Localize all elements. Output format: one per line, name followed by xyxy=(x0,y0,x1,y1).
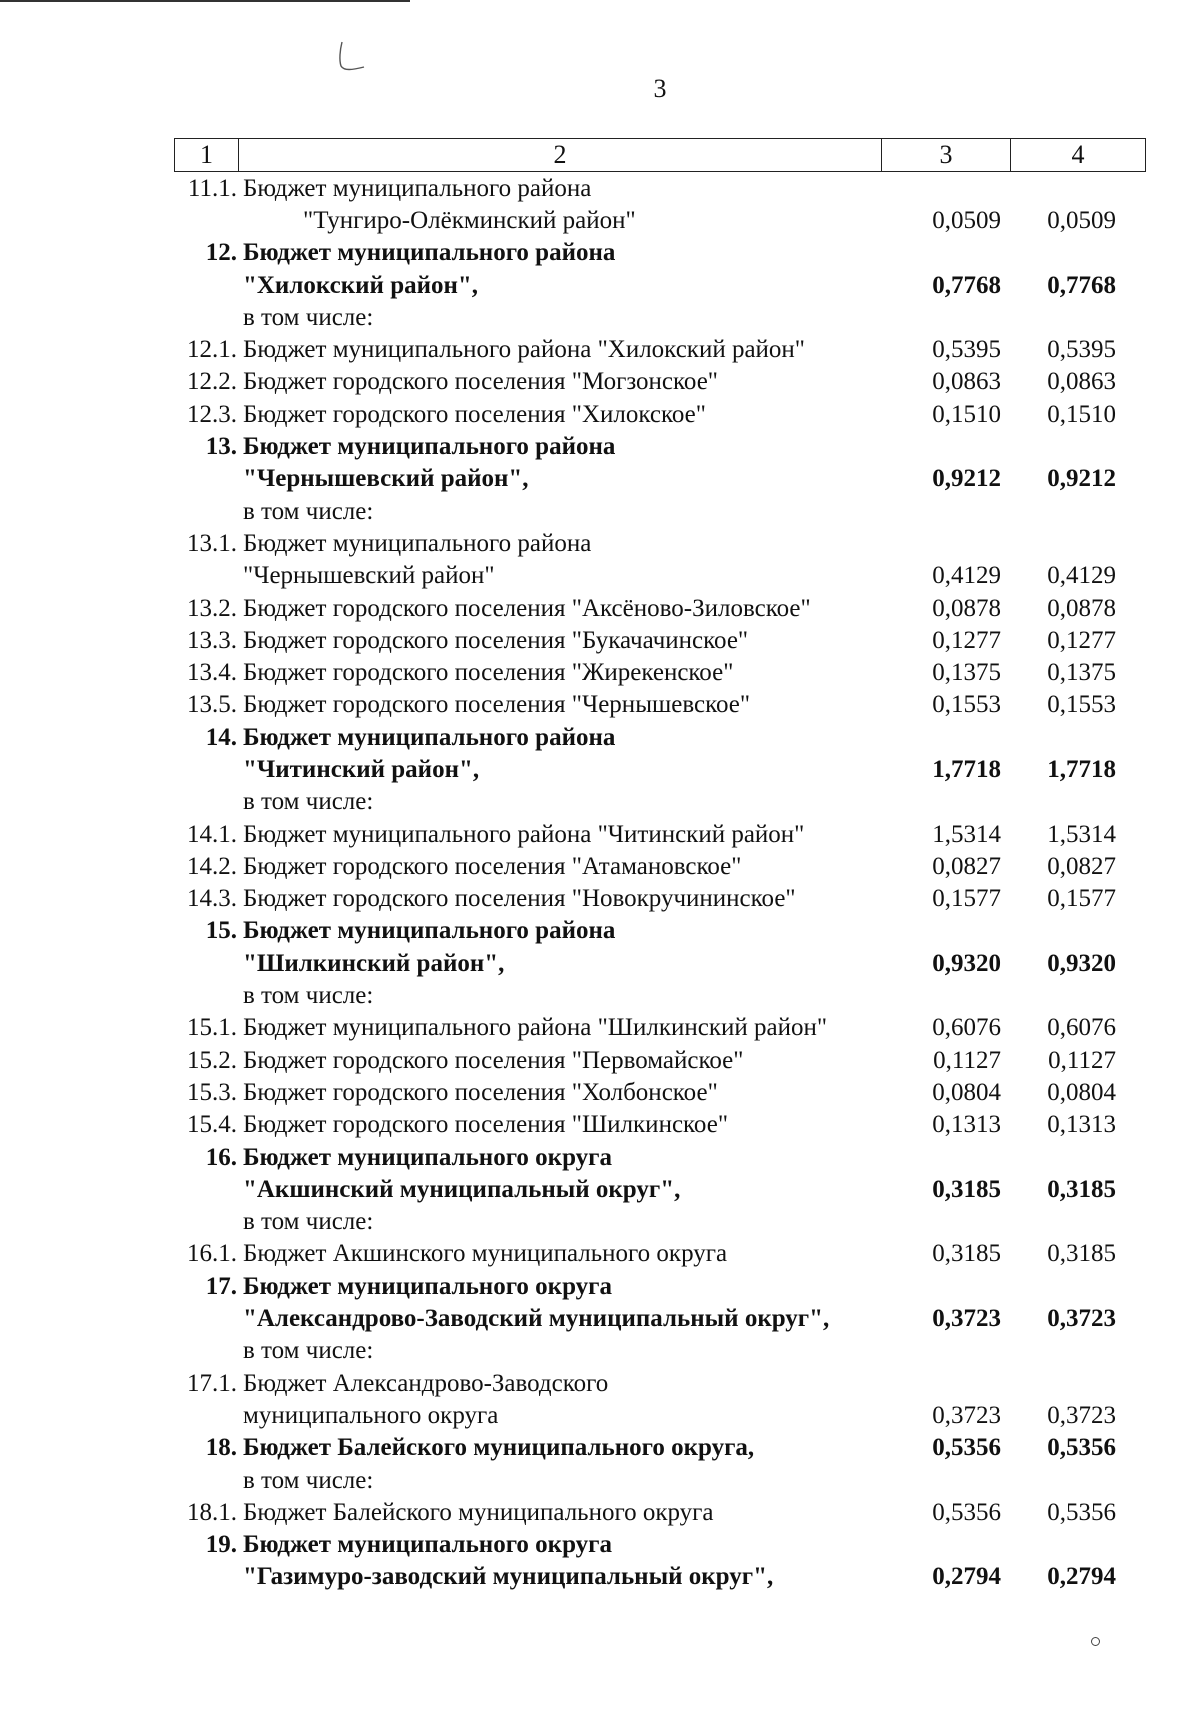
row-value-col3: 0,5356 xyxy=(932,1498,1001,1526)
row-value-col4: 0,5356 xyxy=(1047,1498,1116,1526)
row-value-col4: 0,2794 xyxy=(1047,1563,1116,1591)
row-value-col3: 0,0509 xyxy=(932,206,1001,234)
table-row xyxy=(174,527,1146,559)
table-row xyxy=(174,333,1146,365)
table-row xyxy=(174,1206,1146,1238)
row-description: Бюджет муниципального района xyxy=(243,917,616,945)
budget-table-body xyxy=(174,172,1146,1593)
table-row xyxy=(174,1173,1146,1205)
row-description: Бюджет муниципального округа xyxy=(243,1272,613,1300)
row-number: 18. xyxy=(205,1434,237,1462)
row-description: "Александрово-Заводский муниципальный округ", xyxy=(243,1305,830,1333)
row-description: Бюджет муниципального района "Шилкинский район" xyxy=(243,1014,828,1042)
row-description: Бюджет муниципального района xyxy=(243,239,616,267)
row-value-col3: 0,0878 xyxy=(932,594,1001,622)
row-description: "Хилокский район", xyxy=(243,271,479,299)
row-description: Бюджет муниципального района xyxy=(243,174,592,202)
table-row xyxy=(174,1528,1146,1560)
row-number: 14.2. xyxy=(187,852,237,880)
row-description: Бюджет городского поселения "Хилокское" xyxy=(243,400,706,428)
row-description: Бюджет муниципального округа xyxy=(243,1143,613,1171)
row-value-col3: 0,9320 xyxy=(932,949,1001,977)
row-description: Бюджет Балейского муниципального округа, xyxy=(243,1434,755,1462)
row-number: 18.1. xyxy=(187,1498,237,1526)
row-description: в том числе: xyxy=(243,788,374,816)
table-header xyxy=(174,138,1146,172)
row-description: Бюджет городского поселения "Первомайское" xyxy=(243,1046,744,1074)
header-col-2: 2 xyxy=(238,139,881,171)
row-number: 16.1. xyxy=(187,1240,237,1268)
row-value-col4: 0,0827 xyxy=(1047,852,1116,880)
table-row xyxy=(174,1238,1146,1270)
row-description: "Газимуро-заводский муниципальный округ", xyxy=(243,1563,774,1591)
row-value-col3: 0,5356 xyxy=(932,1434,1001,1462)
row-number: 13.5. xyxy=(187,691,237,719)
table-row xyxy=(174,883,1146,915)
row-description: Бюджет Александрово-Заводского xyxy=(243,1369,609,1397)
table-row xyxy=(174,1464,1146,1496)
row-value-col4: 0,1510 xyxy=(1047,400,1116,428)
header-col-3: 3 xyxy=(881,139,1010,171)
row-value-col3: 0,1375 xyxy=(932,659,1001,687)
table-row xyxy=(174,656,1146,688)
scan-dot xyxy=(1091,1637,1100,1646)
table-row xyxy=(174,1012,1146,1044)
table-row xyxy=(174,560,1146,592)
table-row xyxy=(174,269,1146,301)
row-description: Бюджет городского поселения "Могзонское" xyxy=(243,368,719,396)
row-number: 13.2. xyxy=(187,594,237,622)
row-number: 17.1. xyxy=(187,1369,237,1397)
row-value-col3: 0,3185 xyxy=(932,1175,1001,1203)
row-value-col3: 0,3723 xyxy=(932,1305,1001,1333)
table-row xyxy=(174,1335,1146,1367)
table-row xyxy=(174,1270,1146,1302)
table-row xyxy=(174,753,1146,785)
row-number: 15.3. xyxy=(187,1078,237,1106)
table-row xyxy=(174,915,1146,947)
row-description: в том числе: xyxy=(243,1466,374,1494)
row-description: Бюджет городского поселения "Холбонское" xyxy=(243,1078,718,1106)
row-description: Бюджет городского поселения "Букачачинское" xyxy=(243,626,749,654)
row-description: Бюджет городского поселения "Аксёново-Зиловское" xyxy=(243,594,811,622)
table-row xyxy=(174,1302,1146,1334)
row-value-col4: 0,0804 xyxy=(1047,1078,1116,1106)
row-value-col4: 0,1375 xyxy=(1047,659,1116,687)
table-row xyxy=(174,947,1146,979)
row-description: Бюджет муниципального округа xyxy=(243,1531,613,1559)
row-value-col3: 0,4129 xyxy=(932,562,1001,590)
table-row xyxy=(174,1367,1146,1399)
row-description: Бюджет муниципального района xyxy=(243,529,592,557)
row-description: в том числе: xyxy=(243,1208,374,1236)
row-value-col3: 0,1127 xyxy=(933,1046,1001,1074)
row-description: Бюджет муниципального района "Хилокский район" xyxy=(243,336,806,364)
row-number: 19. xyxy=(205,1531,237,1559)
row-description: Бюджет Балейского муниципального округа xyxy=(243,1498,714,1526)
row-value-col4: 0,7768 xyxy=(1047,271,1116,299)
row-value-col3: 0,3723 xyxy=(932,1401,1001,1429)
row-number: 17. xyxy=(205,1272,237,1300)
row-value-col4: 1,5314 xyxy=(1047,820,1116,848)
row-value-col4: 0,0878 xyxy=(1047,594,1116,622)
row-number: 16. xyxy=(205,1143,237,1171)
table-row xyxy=(174,366,1146,398)
row-value-col4: 0,1127 xyxy=(1048,1046,1116,1074)
row-value-col4: 1,7718 xyxy=(1047,755,1116,783)
table-row xyxy=(174,979,1146,1011)
row-value-col4: 0,3723 xyxy=(1047,1401,1116,1429)
table-row xyxy=(174,1076,1146,1108)
row-number: 15.2. xyxy=(187,1046,237,1074)
row-value-col3: 0,1553 xyxy=(932,691,1001,719)
row-description: в том числе: xyxy=(243,497,374,525)
header-col-1: 1 xyxy=(200,140,213,169)
row-description: "Акшинский муниципальный округ", xyxy=(243,1175,681,1203)
handwritten-mark xyxy=(338,40,368,74)
row-number: 11.1. xyxy=(187,174,237,202)
row-value-col3: 1,5314 xyxy=(932,820,1001,848)
row-description: Бюджет городского поселения "Жирекенское" xyxy=(243,659,734,687)
row-value-col4: 0,5395 xyxy=(1047,336,1116,364)
table-row xyxy=(174,430,1146,462)
table-row xyxy=(174,1141,1146,1173)
row-value-col4: 0,4129 xyxy=(1047,562,1116,590)
table-row xyxy=(174,1399,1146,1431)
row-number: 12. xyxy=(205,239,237,267)
row-value-col3: 0,3185 xyxy=(932,1240,1001,1268)
row-description: "Читинский район", xyxy=(243,755,480,783)
row-description: Бюджет Акшинского муниципального округа xyxy=(243,1240,728,1268)
row-description: муниципального округа xyxy=(243,1401,499,1429)
table-row xyxy=(174,398,1146,430)
row-description: в том числе: xyxy=(243,982,374,1010)
row-number: 15. xyxy=(205,917,237,945)
row-number: 14.3. xyxy=(187,885,237,913)
row-value-col4: 0,5356 xyxy=(1047,1434,1116,1462)
table-row xyxy=(174,818,1146,850)
row-value-col4: 0,1313 xyxy=(1047,1111,1116,1139)
row-description: Бюджет муниципального района xyxy=(243,723,616,751)
row-value-col4: 0,3723 xyxy=(1047,1305,1116,1333)
row-value-col3: 0,1313 xyxy=(932,1111,1001,1139)
row-value-col4: 0,1277 xyxy=(1047,626,1116,654)
row-number: 13.4. xyxy=(187,659,237,687)
row-description: в том числе: xyxy=(243,1337,374,1365)
row-description: Бюджет муниципального района "Читинский район" xyxy=(243,820,805,848)
row-value-col4: 0,9212 xyxy=(1047,465,1116,493)
row-value-col3: 0,5395 xyxy=(932,336,1001,364)
table-row xyxy=(174,1044,1146,1076)
row-value-col3: 0,1277 xyxy=(932,626,1001,654)
row-description: Бюджет городского поселения "Шилкинское" xyxy=(243,1111,729,1139)
row-value-col3: 0,0863 xyxy=(932,368,1001,396)
table-row xyxy=(174,204,1146,236)
row-value-col4: 0,9320 xyxy=(1047,949,1116,977)
row-number: 12.1. xyxy=(187,336,237,364)
row-number: 15.1. xyxy=(187,1014,237,1042)
row-number: 15.4. xyxy=(187,1111,237,1139)
row-number: 12.3. xyxy=(187,400,237,428)
row-description: "Тунгиро-Олёкминский район" xyxy=(303,206,636,234)
row-value-col3: 0,7768 xyxy=(932,271,1001,299)
row-value-col3: 1,7718 xyxy=(932,755,1001,783)
page-number: 3 xyxy=(653,74,667,103)
row-value-col4: 0,0509 xyxy=(1047,206,1116,234)
table-row xyxy=(174,1432,1146,1464)
row-value-col3: 0,1510 xyxy=(932,400,1001,428)
top-rule xyxy=(0,0,410,2)
row-description: Бюджет городского поселения "Атамановское" xyxy=(243,852,742,880)
table-row xyxy=(174,172,1146,204)
table-row xyxy=(174,786,1146,818)
row-value-col3: 0,1577 xyxy=(932,885,1001,913)
row-number: 14.1. xyxy=(187,820,237,848)
row-value-col4: 0,0863 xyxy=(1047,368,1116,396)
row-number: 12.2. xyxy=(187,368,237,396)
table-row xyxy=(174,624,1146,656)
row-value-col3: 0,0804 xyxy=(932,1078,1001,1106)
table-row xyxy=(174,1561,1146,1593)
row-description: "Шилкинский район", xyxy=(243,949,505,977)
row-description: "Чернышевский район" xyxy=(243,562,495,590)
table-row xyxy=(174,721,1146,753)
row-description: в том числе: xyxy=(243,303,374,331)
table-row xyxy=(174,592,1146,624)
row-value-col4: 0,1577 xyxy=(1047,885,1116,913)
table-row xyxy=(174,301,1146,333)
row-description: Бюджет городского поселения "Чернышевское" xyxy=(243,691,751,719)
row-value-col4: 0,3185 xyxy=(1047,1240,1116,1268)
table-row xyxy=(174,1496,1146,1528)
table-row xyxy=(174,237,1146,269)
row-value-col4: 0,6076 xyxy=(1047,1014,1116,1042)
row-value-col3: 0,0827 xyxy=(932,852,1001,880)
table-row xyxy=(174,495,1146,527)
row-value-col3: 0,6076 xyxy=(932,1014,1001,1042)
row-value-col3: 0,2794 xyxy=(932,1563,1001,1591)
table-row xyxy=(174,463,1146,495)
table-row xyxy=(174,689,1146,721)
row-number: 13. xyxy=(205,433,237,461)
row-value-col4: 0,3185 xyxy=(1047,1175,1116,1203)
row-number: 13.3. xyxy=(187,626,237,654)
row-description: "Чернышевский район", xyxy=(243,465,529,493)
row-value-col4: 0,1553 xyxy=(1047,691,1116,719)
table-row xyxy=(174,1109,1146,1141)
row-number: 13.1. xyxy=(187,529,237,557)
row-description: Бюджет городского поселения "Новокручининское" xyxy=(243,885,796,913)
table-row xyxy=(174,850,1146,882)
row-number: 14. xyxy=(205,723,237,751)
row-value-col3: 0,9212 xyxy=(932,465,1001,493)
header-col-4: 4 xyxy=(1010,139,1145,171)
row-description: Бюджет муниципального района xyxy=(243,433,616,461)
